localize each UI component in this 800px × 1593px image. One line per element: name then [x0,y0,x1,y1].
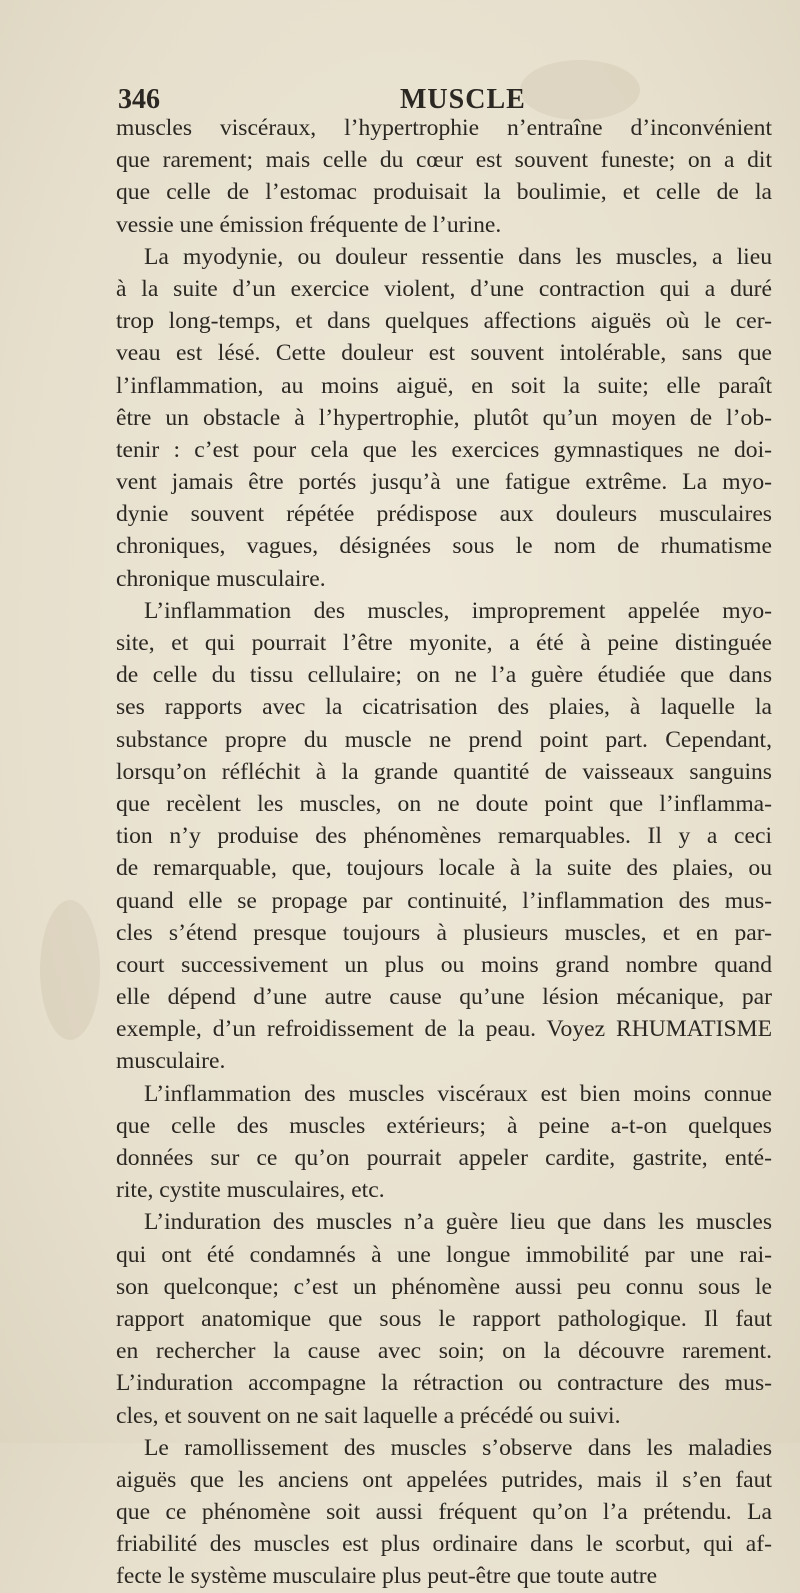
text-line: en rechercher la cause avec soin; on la découvre rarement. [116,1338,772,1365]
text-line: Le ramollissement des muscles s’observe dans les maladies [144,1434,772,1461]
text-line: que celle des muscles extérieurs; à peine a-t-on quelques [116,1112,772,1139]
text-line: tenir : c’est pour cela que les exercices gymnastiques ne doi- [116,436,772,463]
text-line: tion n’y produise des phénomènes remarquables. Il y a ceci [116,823,772,850]
text-line: L’induration accompagne la rétraction ou contracture des mus- [116,1370,772,1397]
paper-stain [40,900,100,1040]
text-line: quand elle se propage par continuité, l’inflammation des mus- [116,887,772,914]
text-line: de remarquable, que, toujours locale à la suite des plaies, ou [116,855,772,882]
text-line: que celle de l’estomac produisait la boulimie, et celle de la [116,179,772,206]
text-line: court successivement un plus ou moins grand nombre quand [116,951,772,978]
text-line: fecte le système musculaire plus peut-être que toute autre [116,1563,658,1590]
text-line: elle dépend d’une autre cause qu’une lésion mécanique, par [116,984,772,1011]
text-line: L’inflammation des muscles viscéraux est bien moins connue [144,1080,772,1107]
text-line: La myodynie, ou douleur ressentie dans les muscles, a lieu [144,243,772,270]
text-line: L’induration des muscles n’a guère lieu que dans les muscles [144,1209,772,1236]
text-line: friabilité des muscles est plus ordinaire dans le scorbut, qui af- [116,1531,772,1558]
text-line: son quelconque; c’est un phénomène aussi peu connu sous le [116,1273,772,1300]
text-line: être un obstacle à l’hypertrophie, plutôt qu’un moyen de l’ob- [116,404,772,431]
text-line: l’inflammation, au moins aiguë, en soit la suite; elle paraît [116,372,772,399]
text-line: site, et qui pourrait l’être myonite, a été à peine distinguée [116,630,772,656]
text-line: que ce phénomène soit aussi fréquent qu’on l’a prétendu. La [116,1499,772,1526]
text-line: que recèlent les muscles, on ne doute point que l’inflamma- [116,790,772,817]
text-line: muscles viscéraux, l’hypertrophie n’entraîne d’inconvénient [116,115,772,141]
text-line: vessie une émission fréquente de l’urine. [116,211,502,238]
text-line: veau est lésé. Cette douleur est souvent intolérable, sans que [116,340,772,367]
text-line: ses rapports avec la cicatrisation des plaies, à laquelle la [116,694,772,721]
text-line: à la suite d’un exercice violent, d’une contraction qui a duré [116,275,772,302]
text-line: rapport anatomique que sous le rapport pathologique. Il faut [116,1305,772,1332]
text-line: substance propre du muscle ne prend point part. Cependant, [116,726,772,753]
text-line: dynie souvent répétée prédispose aux douleurs musculaires [116,501,772,528]
text-line: chroniques, vagues, désignées sous le nom de rhumatisme [116,533,772,560]
text-line: rite, cystite musculaires, etc. [116,1177,385,1204]
page-number: 346 [118,84,160,115]
text-line: de celle du tissu cellulaire; on ne l’a guère étudiée que dans [116,662,772,689]
text-line: aiguës que les anciens ont appelées putrides, mais il s’en faut [116,1466,772,1493]
text-line: trop long-temps, et dans quelques affections aiguës où le cer- [116,308,772,335]
text-line: lorsqu’on réfléchit à la grande quantité de vaisseaux sanguins [116,758,772,785]
text-line: chronique musculaire. [116,565,326,592]
text-line: exemple, d’un refroidissement de la peau. Voyez RHUMATISME [116,1016,772,1043]
text-line: que rarement; mais celle du cœur est souvent funeste; on a dit [116,147,772,174]
text-line: vent jamais être portés jusqu’à une fatigue extrême. La myo- [116,469,772,496]
text-line: qui ont été condamnés à une longue immobilité par une rai- [116,1241,772,1268]
text-line: cles s’étend presque toujours à plusieurs muscles, et en par- [116,919,772,946]
text-line: L’inflammation des muscles, improprement appelée myo- [144,597,772,624]
body-text [116,112,772,1593]
text-line: musculaire. [116,1048,226,1075]
running-head: MUSCLE [400,84,526,115]
text-line: données sur ce qu’on pourrait appeler cardite, gastrite, enté- [116,1145,772,1171]
text-line: cles, et souvent on ne sait laquelle a précédé ou suivi. [116,1402,621,1429]
